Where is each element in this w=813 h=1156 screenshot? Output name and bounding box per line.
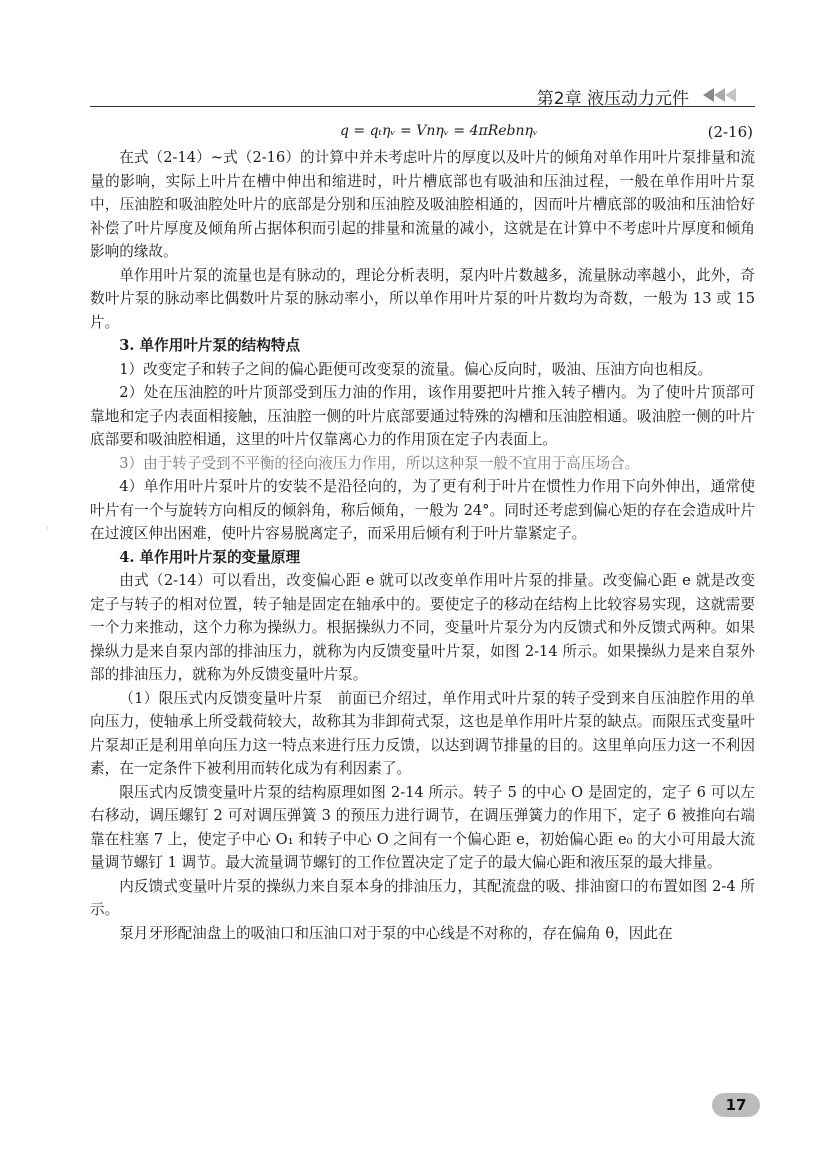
page-number-badge: 17 bbox=[712, 1093, 760, 1117]
margin-mark: · bbox=[46, 524, 49, 533]
paragraph: 由式（2-14）可以看出，改变偏心距 e 就可以改变单作用叶片泵的排量。改变偏心距 e 就是改变定子与转子的相对位置，转子轴是固定在轴承中的。要使定子的移动在结构上比较容易实现，这就需要一个力来推动，这个力称为操纵力。根据操纵力不同，变量叶片泵分为内反馈式和外反馈式两种。如果操纵力是来自泵内部的排油压力，就称为内反馈变量叶片泵，如图 2-14 所示。如果操纵力是来自泵外部的排油压力，就称为外反馈变量叶片泵。 bbox=[90, 572, 755, 683]
page-header bbox=[90, 84, 755, 107]
paragraph: 内反馈式变量叶片泵的操纵力来自泵本身的排油压力，其配流盘的吸、排油窗口的布置如图 2-4 所示。 bbox=[90, 877, 755, 918]
section-heading: 3. 单作用叶片泵的结构特点 bbox=[119, 337, 301, 354]
chapter-title: 第2章 液压动力元件 bbox=[536, 89, 689, 109]
paragraph: （1）限压式内反馈变量叶片泵 前面已介绍过，单作用式叶片泵的转子受到来自压油腔作用的单向压力，使轴承上所受载荷较大，故称其为非卸荷式泵，这也是单作用叶片泵的缺点。而限压式变量叶片泵却正是利用单向压力这一特点来进行压力反馈，以达到调节排量的目的。这里单向压力这一不利因素，在一定条件下被利用而转化成为有利因素了。 bbox=[90, 689, 755, 777]
page-body bbox=[90, 146, 755, 945]
equation-number: (2-16) bbox=[707, 123, 753, 141]
double-arrow-left-icon bbox=[703, 88, 747, 102]
equation-2-16 bbox=[90, 121, 755, 143]
list-item: 3）由于转子受到不平衡的径向液压力作用，所以这种泵一般不宜用于高压场合。 bbox=[119, 454, 640, 472]
list-item: 4）单作用叶片泵叶片的安装不是沿径向的，为了更有利于叶片在惯性力作用下向外伸出，通常使叶片有一个与旋转方向相反的倾斜角，称后倾角，一般为 24°。同时还考虑到偏心矩的存在会造成叶片在过渡区伸出困难，使叶片容易脱离定子，而采用后倾有利于叶片靠紧定子。 bbox=[90, 478, 755, 542]
list-item: 1）改变定子和转子之间的偏心距便可改变泵的流量。偏心反向时，吸油、压油方向也相反。 bbox=[119, 360, 713, 378]
paragraph: 在式（2-14）~式（2-16）的计算中并未考虑叶片的厚度以及叶片的倾角对单作用叶片泵排量和流量的影响，实际上叶片在槽中伸出和缩进时，叶片槽底部也有吸油和压油过程，一般在单作用叶片泵中，压油腔和吸油腔处叶片的底部是分别和压油腔及吸油腔相通的，因而叶片槽底部的吸油和压油恰好补偿了叶片厚度及倾角所占据体积而引起的排量和流量的减小，这就是在计算中不考虑叶片厚度和倾角影响的缘故。 bbox=[90, 149, 755, 260]
section-heading: 4. 单作用叶片泵的变量原理 bbox=[119, 548, 301, 566]
paragraph: 单作用叶片泵的流量也是有脉动的，理论分析表明，泵内叶片数越多，流量脉动率越小，此外，奇数叶片泵的脉动率比偶数叶片泵的脉动率小，所以单作用叶片泵的叶片数均为奇数，一般为 13 或 15 片。 bbox=[90, 266, 755, 331]
paragraph: 泵月牙形配油盘上的吸油口和压油口对于泵的中心线是不对称的，存在偏角 θ，因此在 bbox=[119, 924, 673, 942]
list-item: 2）处在压油腔的叶片顶部受到压力油的作用，该作用要把叶片推入转子槽内。为了使叶片顶部可靠地和定子内表面相接触，压油腔一侧的叶片底部要通过特殊的沟槽和压油腔相通。吸油腔一侧的叶片底部要和吸油腔相通，这里的叶片仅靠离心力的作用顶在定子内表面上。 bbox=[90, 384, 755, 448]
paragraph: 限压式内反馈变量叶片泵的结构原理如图 2-14 所示。转子 5 的中心 O 是固定的，定子 6 可以左右移动，调压螺钉 2 可对调压弹簧 3 的预压力进行调节，在调压弹簧力的作用下，定子 6 被推向右端靠在柱塞 7 上，使定子中心 O₁ 和转子中心 O 之间有一个偏心距 e，初始偏心距 e₀ 的大小可用最大流量调节螺钉 1 调节。最大流量调节螺钉的工作位置决定了定子的最大偏心距和液压泵的最大排量。 bbox=[90, 783, 755, 871]
equation-formula: q = qₜηᵥ = Vnηᵥ = 4πRebnηᵥ bbox=[340, 123, 539, 139]
